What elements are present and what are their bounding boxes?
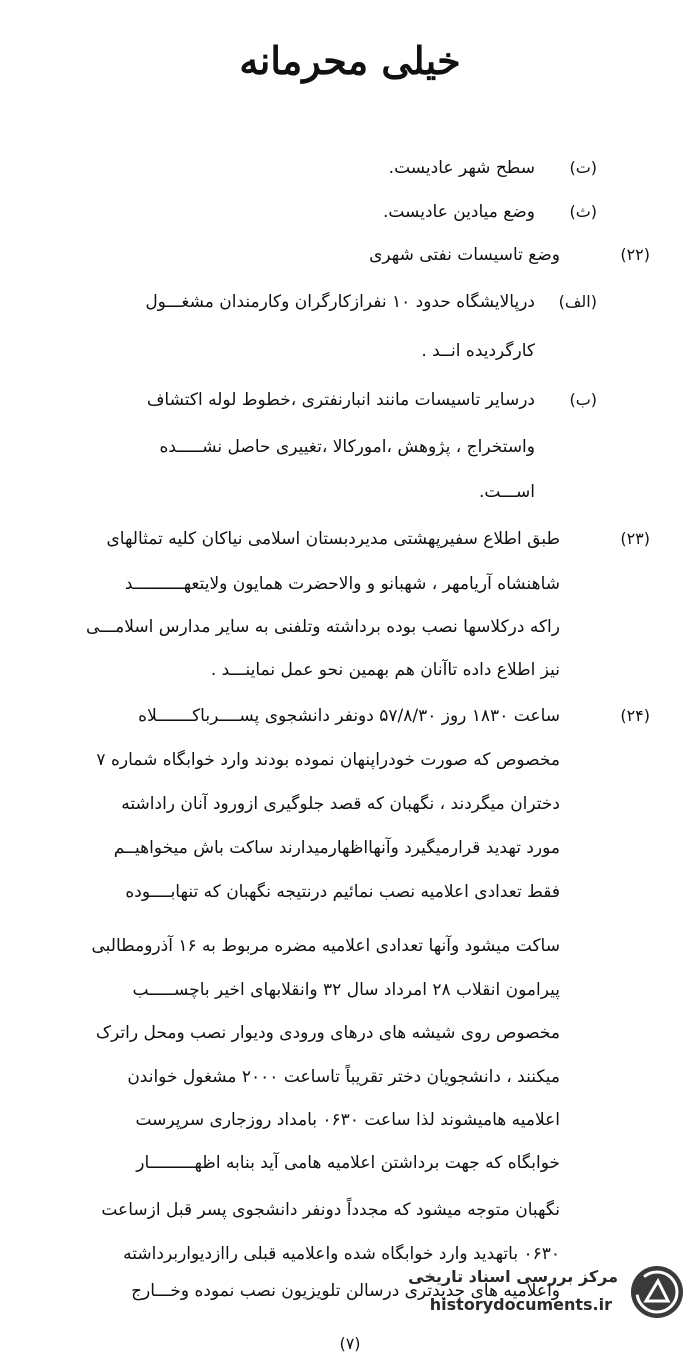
section-24-line-14: واعلامیه های جدیدتری درسالن تلویزیون نصب نموده وخـــارج	[131, 1281, 560, 1301]
section-24-line-2: مخصوص که صورت خودراپنهان نموده بودند وارد خوابگاه شماره ۷	[96, 750, 560, 770]
item-alef-line-1: درپالایشگاه حدود ۱۰ نفرازکارگران وکارمندان مشغـــول	[145, 292, 535, 312]
item-marker-be: (ب)	[569, 390, 597, 409]
watermark-fa-text: مرکز بررسی اسناد تاریخی	[408, 1267, 618, 1286]
section-number-22: (۲۲)	[620, 245, 650, 264]
section-24-line-13: ۰۶۳۰ باتهدید وارد خوابگاه شده واعلامیه قبلی راازدیواربرداشته	[123, 1244, 560, 1264]
item-marker-se: (ث)	[569, 202, 597, 221]
section-22-heading: وضع تاسیسات نفتی شهری	[369, 245, 560, 265]
item-marker-te: (ت)	[569, 158, 597, 177]
watermark-url: historydocuments.ir	[429, 1295, 612, 1314]
archive-logo-icon	[628, 1263, 686, 1321]
item-te-line-1: سطح شهر عادیست.	[388, 158, 535, 178]
section-24-line-10: اعلامیه هامیشوند لذا ساعت ۰۶۳۰ بامداد روزجاری سرپرست	[135, 1110, 560, 1130]
item-be-line-1: درسایر تاسیسات مانند انبارنفتری ،خطوط لوله اکتشاف	[146, 390, 535, 410]
section-24-line-11: خوابگاه که جهت برداشتن اعلامیه هامی آید بنابه اظهـــــــــار	[136, 1153, 560, 1173]
section-24-line-12: نگهبان متوجه میشود که مجدداً دونفر دانشجوی پسر قبل ازساعت	[101, 1200, 560, 1220]
item-be-line-2: واستخراج ، پژوهش ،امورکالا ،تغییری حاصل نشـــــده	[159, 437, 535, 457]
section-24-line-9: میکنند ، دانشجویان دختر تقریباً تاساعت ۲۰۰۰ مشغول خواندن	[127, 1067, 560, 1087]
item-alef-line-2: کارگردیده انــد .	[421, 341, 535, 361]
section-24-line-8: مخصوص روی شیشه های درهای ورودی ودیوار نصب ومحل راترک	[95, 1023, 560, 1043]
section-23-line-1: طبق اطلاع سفیرپهشتی مدیردبستان اسلامی نیاکان کلیه تمثالهای	[106, 529, 560, 549]
classification-header: خیلی محرمانه	[239, 38, 461, 83]
watermark	[402, 1259, 692, 1337]
section-24-line-6: ساکت میشود وآنها تعدادی اعلامیه مضره مربوط به ۱۶ آذرومطالبی	[91, 936, 560, 956]
section-23-line-4: نیز اطلاع داده تاآنان هم بهمین نحو عمل نماینـــد .	[210, 660, 560, 680]
section-number-23: (۲۳)	[620, 529, 650, 548]
item-se-line-1: وضع میادین عادیست.	[382, 202, 535, 222]
section-24-line-3: دختران میگردند ، نگهبان که قصد جلوگیری ازورود آنان راداشته	[121, 794, 560, 814]
section-23-line-2: شاهنشاه آریامهر ، شهبانو و والاحضرت همایون ولایتعهــــــــــد	[124, 574, 560, 594]
section-24-line-4: مورد تهدید قرارمیگیرد وآنهااظهارمیدارند ساکت باش میخواهیــم	[113, 838, 560, 858]
section-24-line-5: فقط تعدادی اعلامیه نصب نمائیم درنتیجه نگهبان که تنهابــــوده	[125, 882, 560, 902]
section-24-line-1: ساعت ۱۸۳۰ روز ۵۷/۸/۳۰ دونفر دانشجوی پســــرباکـــــــلاه	[138, 706, 560, 726]
section-23-line-3: راکه درکلاسها نصب بوده برداشته وتلفنی به سایر مدارس اسلامـــی	[86, 617, 560, 637]
item-marker-alef: (الف)	[558, 292, 597, 311]
page-number: (۷)	[339, 1334, 361, 1353]
item-be-line-3: اســـت.	[478, 482, 535, 502]
section-24-line-7: پیرامون انقلاب ۲۸ امرداد سال ۳۲ وانقلابهای اخیر باچســـــب	[132, 980, 560, 1000]
section-number-24: (۲۴)	[620, 706, 650, 725]
